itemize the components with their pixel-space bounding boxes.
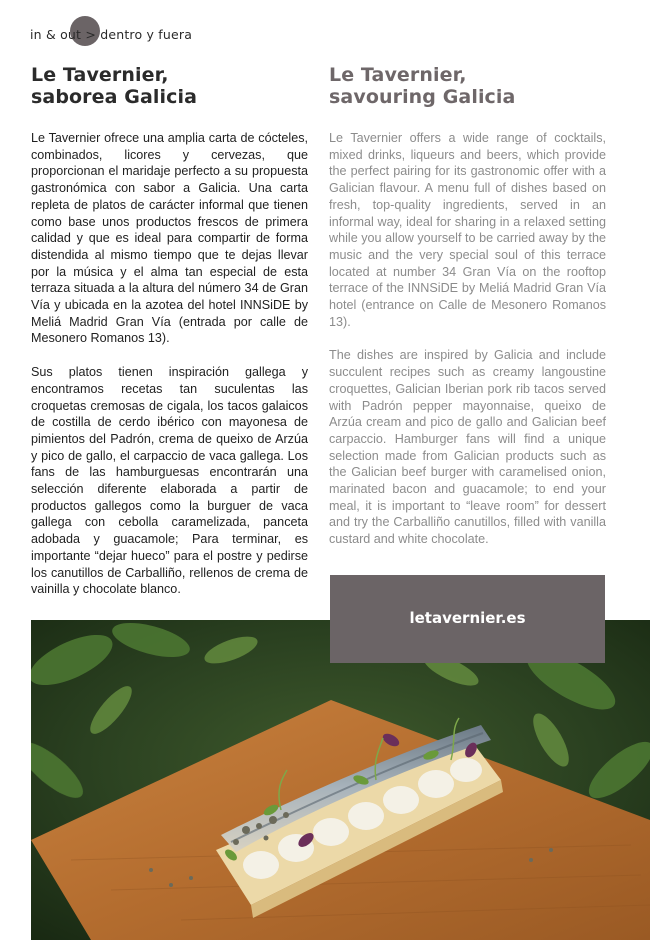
english-title-line1: Le Tavernier, [329, 64, 467, 86]
spanish-paragraph-1: Le Tavernier ofrece una amplia carta de cócteles, combinados, licores y cervezas, que proporcionan el maridaje perfecto a su propuesta gastronómica con sabor a Galicia. Una carta repleta de platos de carácter informal que tienen como base unos productos frescos de primera calidad y que es ideal para compartir de forma distendida al mismo tiempo que te dejas llevar por la música y el alma tan especial de esta terraza situada a la altura del número 34 de Gran Vía y ubicada en la azotea del hotel INNSiDE by Meliá Madrid Gran Vía (entrada por calle de Mesonero Romanos 13). [31, 131, 308, 346]
spanish-title-line1: Le Tavernier, [31, 64, 169, 86]
website-link[interactable]: letavernier.es [409, 609, 526, 627]
website-box[interactable] [330, 575, 605, 663]
spanish-paragraph-2: Sus platos tienen inspiración gallega y encontramos recetas tan suculentas las croquetas cremosas de cigala, los tacos galaicos de costilla de cerdo ibérico con mayonesa de pimientos del Padrón, crema de queixo de Arzúa y pico de gallo, el carpaccio de vaca gallega. Los fans de las hamburguesas encontrarán una selección diferente elaborada a partir de productos gallegos como la burguer de vaca gallega con cebolla caramelizada, panceta adobada y guacamole; Para terminar, es importante “dejar hueco” para el postre y pedirse los canutillos de Carballiño, rellenos de crema de vainilla y chocolate blanco. [31, 365, 308, 597]
english-paragraph-2: The dishes are inspired by Galicia and include succulent recipes such as creamy langoustine croquettes, Galician Iberian pork rib tacos served with Padrón pepper mayonnaise, queixo de Arzúa cream and pico de gallo and Galician beef carpaccio. Hamburger fans will find a unique selection made from Galician products such as the Galician beef burger with caramelised onion, marinated bacon and guacamole; to end your meal, it is important to “leave room” for dessert and try the Carballiño canutillos, filled with vanilla custard and white chocolate. [329, 348, 606, 547]
spanish-title [31, 64, 308, 108]
spanish-title-line2: saborea Galicia [31, 86, 198, 108]
english-paragraph-1: Le Tavernier offers a wide range of cocktails, mixed drinks, liqueurs and beers, which provide the perfect pairing for its gastronomic offer with a Galician flavour. A menu full of dishes based on fresh, top-quality ingredients, served in an informal way, ideal for sharing in a relaxed setting while you allow yourself to be carried away by the music and the very special soul of this terrace located at number 34 Gran Vía on the rooftop terrace of the INNSiDE by Meliá Madrid Gran Vía hotel (entrance on Calle de Mesonero Romanos 13). [329, 131, 606, 329]
english-column [329, 64, 606, 565]
section-header [30, 22, 192, 46]
food-photo [31, 620, 650, 940]
header-part2: dentro y fuera [100, 26, 193, 42]
english-title [329, 64, 606, 108]
spanish-column [31, 64, 308, 615]
header-part1: in & out > [30, 26, 101, 42]
english-title-line2: savouring Galicia [329, 86, 516, 108]
